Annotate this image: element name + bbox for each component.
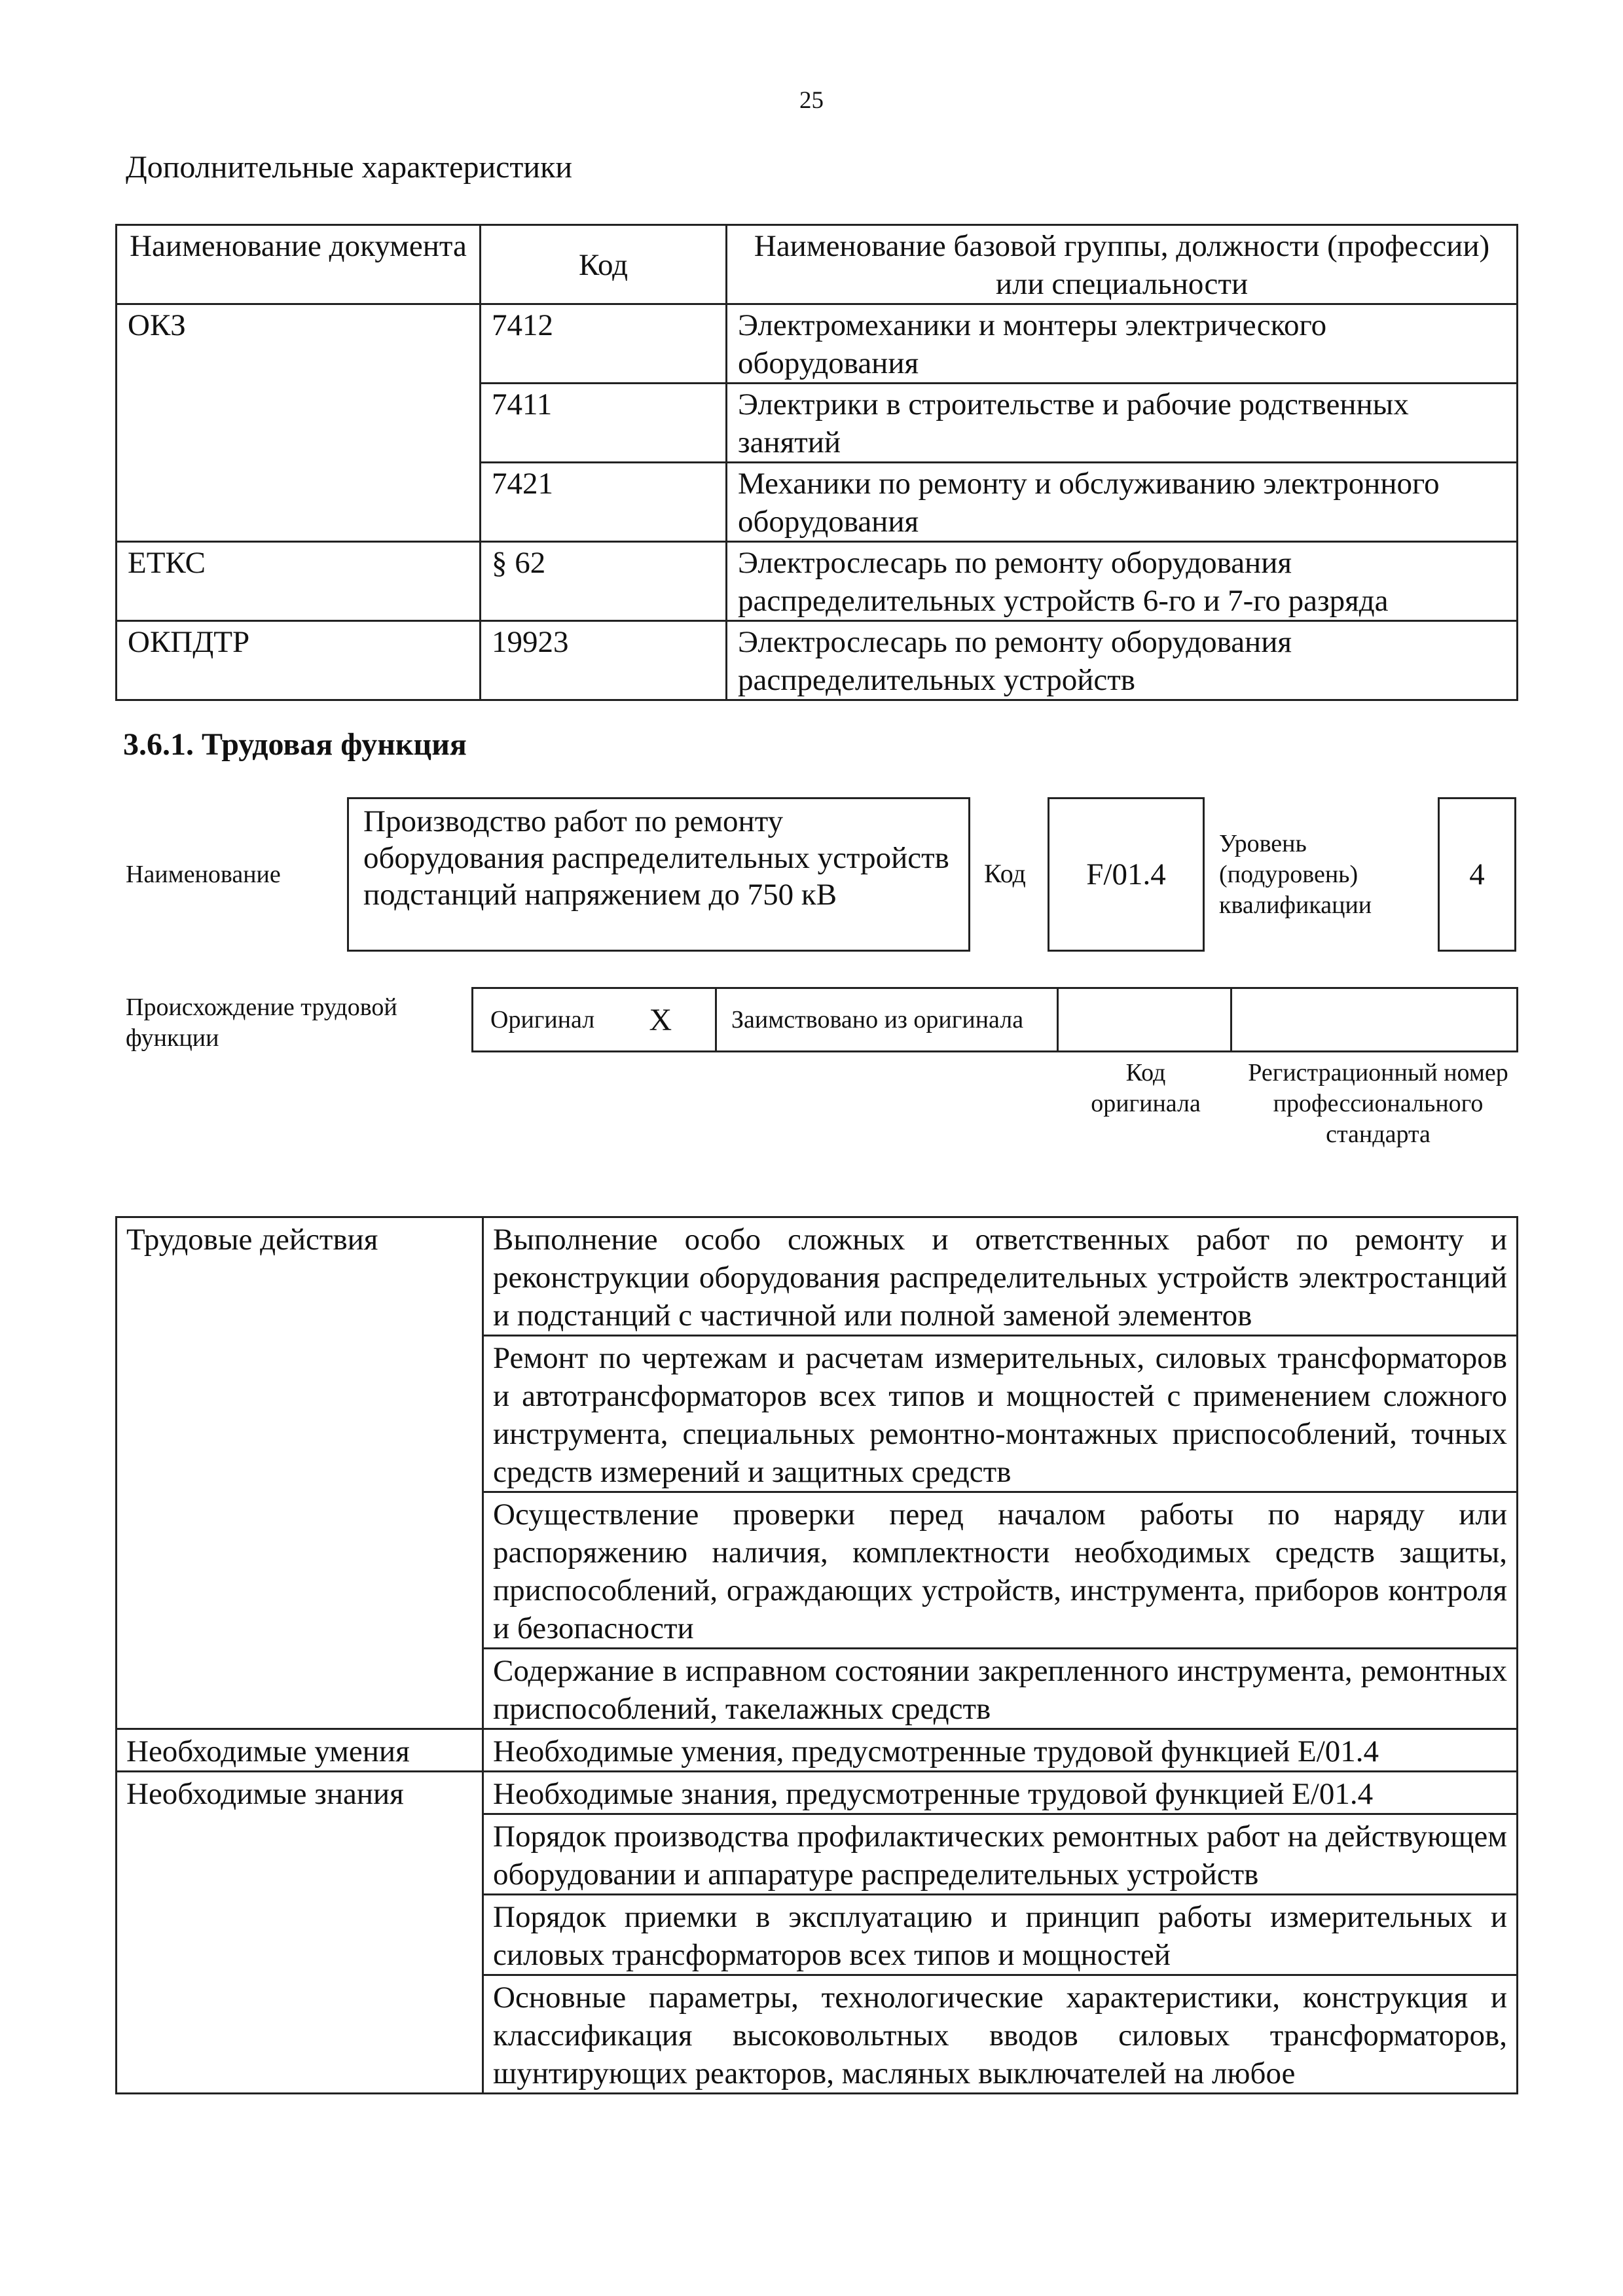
function-code-box — [1048, 797, 1205, 952]
function-code-value: F/01.4 — [1086, 857, 1166, 891]
origin-table — [471, 987, 1518, 1052]
origin-code-cell — [1058, 988, 1231, 1052]
origin-original-label: Оригинал — [473, 988, 649, 1052]
required-knowledge: Необходимые знания, предусмотренные трудовой функцией E/01.4 — [483, 1772, 1518, 1814]
required-knowledge: Порядок производства профилактических ремонтных работ на действующем оборудовании и аппаратуре распределительных устройств — [483, 1814, 1518, 1895]
qualification-level-label: Уровень (подуровень) квалификации — [1219, 830, 1372, 919]
qualification-level-box — [1438, 797, 1516, 952]
header-code: Код — [481, 225, 727, 304]
reg-number-caption: Регистрационный номер профессионального стандарта — [1248, 1059, 1508, 1148]
required-knowledge-label: Необходимые знания — [117, 1772, 483, 2094]
labour-action: Выполнение особо сложных и ответственных работ по ремонту и реконструкции оборудования распределительных устройств электростанций и подстанций с частичной или полной заменой элементов — [483, 1217, 1518, 1336]
labour-function-table — [115, 1216, 1518, 2094]
required-skills-label: Необходимые умения — [117, 1729, 483, 1772]
labour-action: Ремонт по чертежам и расчетам измерительных, силовых трансформаторов и автотрансформаторов всех типов и мощностей с применением сложного инструмента, специальных ремонтно-монтажных приспособлений, точных средств измерений и защитных средств — [483, 1336, 1518, 1492]
function-name-value: Производство работ по ремонту оборудования распределительных устройств подстанций напряжением до 750 кВ — [363, 804, 949, 912]
name-cell: Электрослесарь по ремонту оборудования распределительных устройств 6-го и 7-го разряда — [727, 542, 1518, 621]
required-knowledge: Порядок приемки в эксплуатацию и принцип работы измерительных и силовых трансформаторов всех типов и мощностей — [483, 1895, 1518, 1975]
section-heading: 3.6.1. Трудовая функция — [123, 727, 467, 762]
doc-okz: ОКЗ — [117, 304, 481, 542]
code-cell: 7412 — [481, 304, 727, 384]
required-skill: Необходимые умения, предусмотренные трудовой функцией E/01.4 — [483, 1729, 1518, 1772]
origin-label: Происхождение трудовой функции — [126, 994, 397, 1052]
doc-etks: ЕТКС — [117, 542, 481, 621]
function-name-label: Наименование — [126, 861, 281, 888]
origin-original-mark: X — [649, 988, 716, 1052]
code-cell: 7411 — [481, 384, 727, 463]
function-name-box — [347, 797, 970, 952]
header-group-name: Наименование базовой группы, должности (профессии) или специальности — [727, 225, 1518, 304]
labour-actions-label: Трудовые действия — [117, 1217, 483, 1729]
function-code-label: Код — [984, 859, 1026, 888]
original-code-caption: Код оригинала — [1091, 1059, 1201, 1117]
doc-okpdtr: ОКПДТР — [117, 621, 481, 700]
characteristics-table — [115, 224, 1518, 701]
required-knowledge: Основные параметры, технологические характеристики, конструкция и классификация высоковольтных вводов силовых трансформаторов, шунтирующих реакторов, масляных выключателей на любое — [483, 1975, 1518, 2094]
page-number: 25 — [799, 87, 824, 114]
code-cell: 19923 — [481, 621, 727, 700]
labour-action: Осуществление проверки перед началом работы по наряду или распоряжению наличия, комплектности необходимых средств защиты, приспособлений, ограждающих устройств, инструмента, приборов контроля и безопасности — [483, 1492, 1518, 1649]
code-cell: § 62 — [481, 542, 727, 621]
qualification-level-value: 4 — [1469, 857, 1485, 891]
name-cell: Электромеханики и монтеры электрического оборудования — [727, 304, 1518, 384]
name-cell: Электрики в строительстве и рабочие родственных занятий — [727, 384, 1518, 463]
doc-title: Дополнительные характеристики — [126, 150, 573, 185]
name-cell: Электрослесарь по ремонту оборудования распределительных устройств — [727, 621, 1518, 700]
origin-reg-cell — [1231, 988, 1518, 1052]
origin-borrowed-label: Заимствовано из оригинала — [716, 988, 1058, 1052]
header-document: Наименование документа — [117, 225, 481, 304]
code-cell: 7421 — [481, 463, 727, 542]
labour-action: Содержание в исправном состоянии закрепленного инструмента, ремонтных приспособлений, такелажных средств — [483, 1649, 1518, 1729]
name-cell: Механики по ремонту и обслуживанию электронного оборудования — [727, 463, 1518, 542]
